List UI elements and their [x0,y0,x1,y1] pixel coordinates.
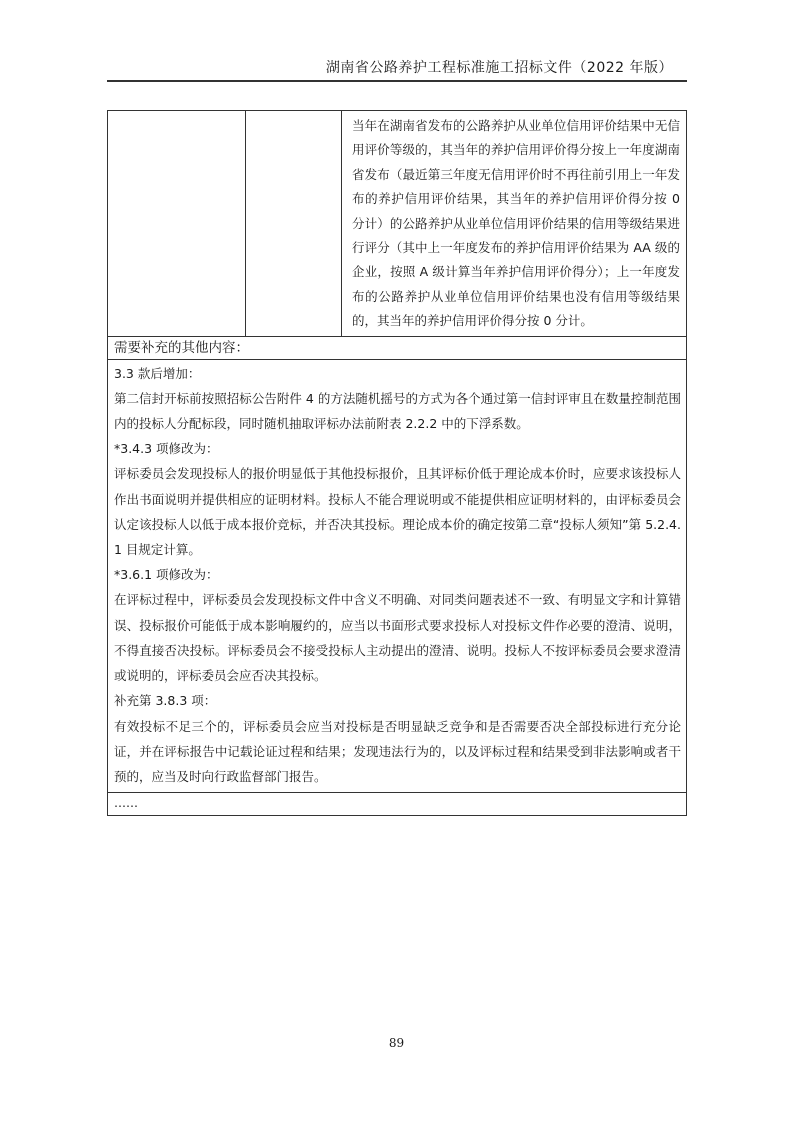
clause-text: 第二信封开标前按照招标公告附件 4 的方法随机摇号的方式为各个通过第一信封评审且在数量控制范围内的投标人分配标段，同时随机抽取评标办法前附表 2.2.2 中的下浮系数。 [114,390,681,432]
table-row-heading [108,336,687,359]
credit-rule-text: 当年在湖南省发布的公路养护从业单位信用评价结果中无信用评价等级的，其当年的养护信用评价得分按上一年度湖南省发布（最近第三年度无信用评价时不再往前引用上一年发布的养护信用评价结果，其当年的养护信用评价得分按 0 分计）的公路养护从业单位信用评价结果的信用等级结果进行评分（其中上一年度发布的养护信用评价结果为 AA 级的企业，按照 A 级计算当年养护信用评价得分）；上一年度发布的公路养护从业单位信用评价结果也没有信用等级结果的，其当年的养护信用评价得分按 0 分计。 [352,118,680,329]
supplement-body [108,359,687,792]
clause-text: 评标委员会发现投标人的报价明显低于其他投标报价，且其评标价低于理论成本价时，应要求该投标人作出书面说明并提供相应的证明材料。投标人不能合理说明或不能提供相应证明材料的，由评标委员会认定该投标人以低于成本报价竞标，并否决其投标。理论成本价的确定按第二章“投标人须知”第 5.2.4.1 目规定计算。 [114,466,681,558]
supplement-table [107,110,687,816]
clause-heading: *3.4.3 项修改为： [114,441,219,457]
clause-text: 有效投标不足三个的，评标委员会应当对投标是否明显缺乏竞争和是否需要否决全部投标进行充分论证，并在评标报告中记载论证过程和结果；发现违法行为的，以及评标过程和结果受到非法影响或者干预的，应当及时向行政监督部门报告。 [114,718,681,784]
table-cell-credit-rule [342,111,687,337]
table-cell-empty-2 [246,111,342,337]
section-heading: 需要补充的其他内容： [108,336,687,359]
table-row [108,359,687,792]
table-cell-empty-1 [108,111,246,337]
header-divider [107,80,687,82]
table-row [108,111,687,337]
clause-heading: 补充第 3.8.3 项： [114,693,217,709]
document-header-title: 湖南省公路养护工程标准施工招标文件（2022 年版） [325,60,673,76]
clause-text: 在评标过程中，评标委员会发现投标文件中含义不明确、对同类问题表述不一致、有明显文字和计算错误、投标报价可能低于成本影响履约的，应当以书面形式要求投标人对投标文件作必要的澄清、说明，不得直接否决投标。评标委员会不接受投标人主动提出的澄清、说明。投标人不按评标委员会要求澄清或说明的，评标委员会应否决其投标。 [114,592,681,684]
table-row [108,793,687,816]
ellipsis-text: …… [108,793,687,816]
clause-heading: *3.6.1 项修改为： [114,567,219,583]
page-number: 89 [388,1036,405,1050]
clause-heading: 3.3 款后增加： [114,365,201,381]
